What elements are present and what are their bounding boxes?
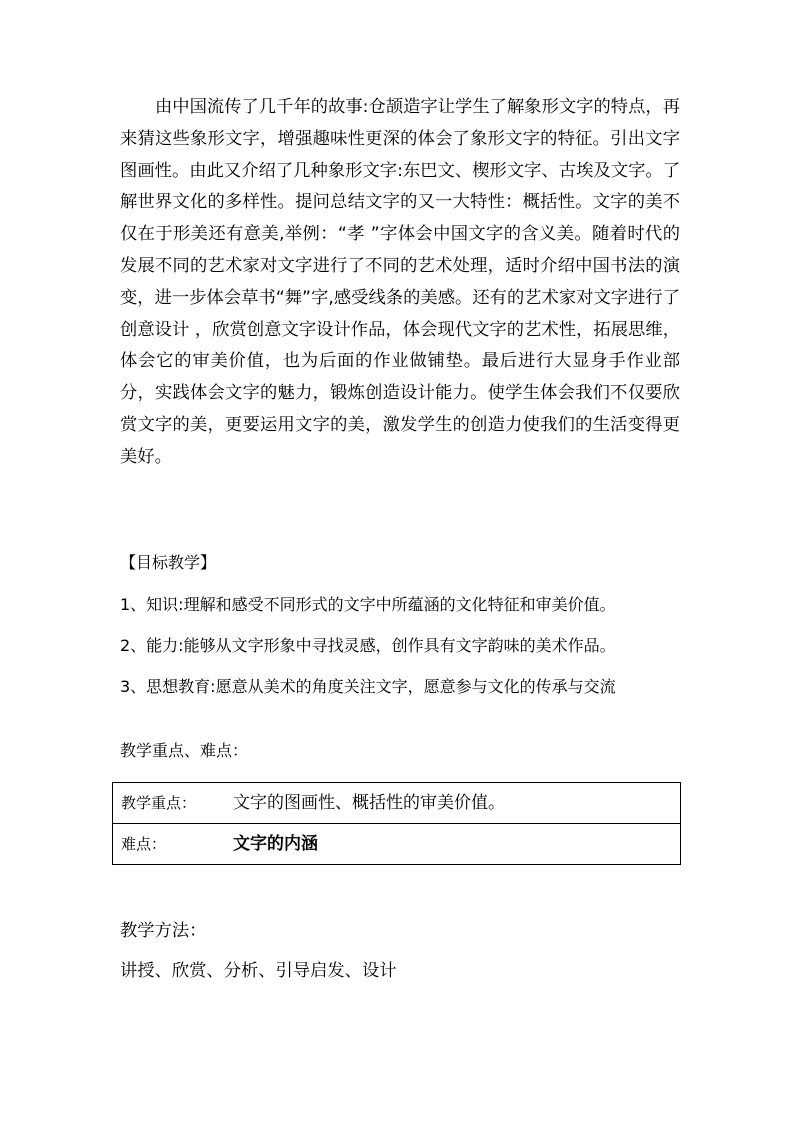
table-cell [113,824,681,865]
table-row [113,824,681,865]
methods-heading: 教学方法： [120,921,207,941]
key-point-value: 文字的图画性、概括性的审美价值。 [233,793,505,813]
key-points-heading: 教学重点、难点： [120,741,249,760]
objective-item-knowledge: 1、知识:理解和感受不同形式的文字中所蕴涵的文化特征和审美价值。 [120,595,616,614]
key-point-label: 教学重点： [121,794,197,812]
objective-item-ability: 2、能力:能够从文字形象中寻找灵感，创作具有文字韵味的美术作品。 [120,636,616,655]
objectives-heading: 【目标教学】 [120,553,217,572]
table-cell [113,783,681,824]
table-row [113,783,681,824]
methods-text: 讲授、欣赏、分析、引导启发、设计 [120,961,397,981]
intro-paragraph: 由中国流传了几千年的故事:仓颉造字让学生了解象形文字的特点，再来猜这些象形文字，增强趣味性更深的体会了象形文字的特征。引出文字图画性。由此又介绍了几种象形文字:东巴文、楔形文字、古埃及文字。了解世界文化的多样性。提问总结文字的又一大特性：概括性。文字的美不仅在于形美还有意美,举例：“孝 ”字体会中国文字的含义美。随着时代的发展不同的艺术家对文字进行了不同的艺术处理，适时介绍中国书法的演变，进一步体会草书“舞”字,感受线条的美感。还有的艺术家对文字进行了创意设计 ，欣赏创意文字设计作品，体会现代文字的艺术性，拓展思维，体会它的审美价值，也为后面的作业做铺垫。最后进行大显身手作业部分，实践体会文字的魅力，锻炼创造设计能力。使学生体会我们不仅要欣赏文字的美，更要运用文字的美，激发学生的创造力使我们的生活变得更美好。 [120,97,680,467]
key-points-table [112,782,681,865]
objective-item-ideology: 3、思想教育:愿意从美术的角度关注文字，愿意参与文化的传承与交流 [120,677,616,696]
difficulty-label: 难点： [121,835,167,853]
difficulty-value: 文字的内涵 [233,834,318,854]
